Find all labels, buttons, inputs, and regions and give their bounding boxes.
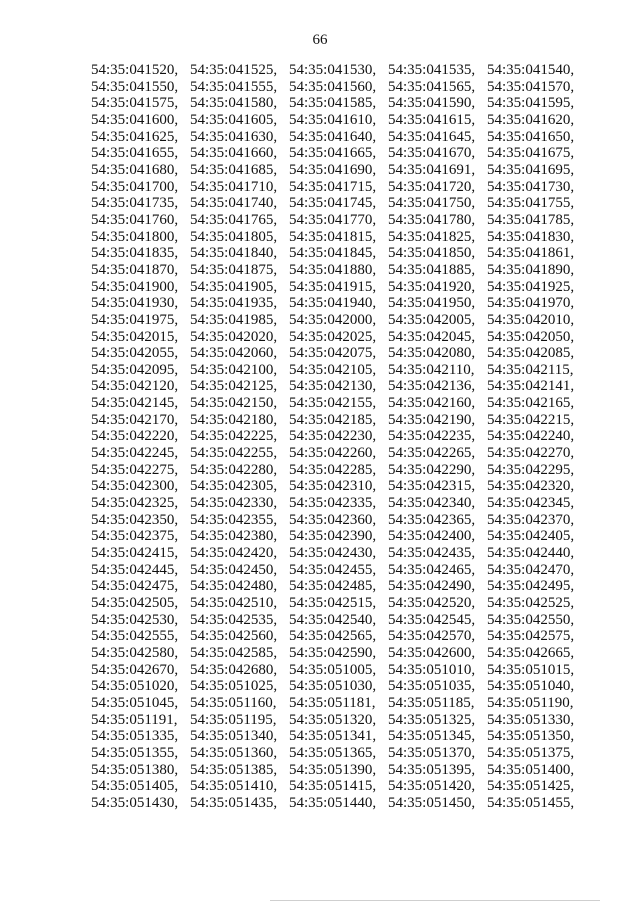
cadastral-number: 54:35:042390, <box>289 528 377 545</box>
cadastral-number: 54:35:051360, <box>190 744 278 761</box>
cadastral-number: 54:35:051410, <box>190 778 278 795</box>
cadastral-number: 54:35:042475, <box>91 578 179 595</box>
cadastral-number: 54:35:042525, <box>487 595 575 611</box>
cadastral-number: 54:35:041875, <box>190 261 278 278</box>
cadastral-number: 54:35:042235, <box>388 428 476 445</box>
cadastral-number: 54:35:051191, <box>91 711 178 728</box>
cadastral-number: 54:35:041710, <box>190 178 278 195</box>
cadastral-number: 54:35:042505, <box>91 595 179 611</box>
cadastral-number: 54:35:041600, <box>91 111 179 128</box>
cadastral-number: 54:35:042100, <box>190 361 278 378</box>
cadastral-number: 54:35:042575, <box>487 628 575 645</box>
cadastral-number: 54:35:042270, <box>487 445 575 462</box>
cadastral-number: 54:35:041730, <box>487 178 575 195</box>
cadastral-number: 54:35:051185, <box>388 694 475 711</box>
cadastral-number: 54:35:051365, <box>289 744 377 761</box>
cadastral-number: 54:35:042580, <box>91 644 179 661</box>
cadastral-number: 54:35:042305, <box>190 478 278 495</box>
cadastral-number: 54:35:042670, <box>91 661 179 678</box>
cadastral-number: 54:35:042665, <box>487 644 575 661</box>
cadastral-number: 54:35:051390, <box>289 761 377 778</box>
cadastral-number: 54:35:042080, <box>388 345 476 362</box>
cadastral-number: 54:35:041735, <box>91 195 179 212</box>
cadastral-number: 54:35:042075, <box>289 345 377 362</box>
cadastral-number: 54:35:041665, <box>289 145 377 162</box>
cadastral-number: 54:35:042220, <box>91 428 179 445</box>
cadastral-number: 54:35:042480, <box>190 578 278 595</box>
cadastral-number: 54:35:042520, <box>388 595 476 611</box>
cadastral-number: 54:35:042310, <box>289 478 377 495</box>
cadastral-number: 54:35:042345, <box>487 495 575 512</box>
cadastral-number: 54:35:042555, <box>91 628 179 645</box>
page-number: 66 <box>312 32 328 48</box>
cadastral-number: 54:35:042120, <box>91 378 179 395</box>
cadastral-number: 54:35:041690, <box>289 161 377 178</box>
cadastral-number: 54:35:042320, <box>487 478 575 495</box>
cadastral-number: 54:35:042350, <box>91 511 179 528</box>
cadastral-number: 54:35:042510, <box>190 595 278 611</box>
cadastral-number: 54:35:051450, <box>388 794 476 811</box>
cadastral-number: 54:35:041610, <box>289 111 377 128</box>
cadastral-number: 54:35:042230, <box>289 428 377 445</box>
cadastral-number: 54:35:041630, <box>190 128 278 145</box>
cadastral-number: 54:35:041605, <box>190 111 278 128</box>
cadastral-number: 54:35:041590, <box>388 95 476 112</box>
cadastral-number: 54:35:041691, <box>388 161 476 178</box>
cadastral-number: 54:35:041745, <box>289 195 377 212</box>
cadastral-number: 54:35:042680, <box>190 661 278 678</box>
cadastral-number: 54:35:042495, <box>487 578 575 595</box>
cadastral-number: 54:35:051160, <box>190 694 277 711</box>
cadastral-number: 54:35:051005, <box>289 661 377 678</box>
cadastral-number: 54:35:041615, <box>388 111 476 128</box>
cadastral-number: 54:35:051340, <box>190 728 278 745</box>
cadastral-number: 54:35:042560, <box>190 628 278 645</box>
cadastral-number: 54:35:041700, <box>91 178 179 195</box>
bottom-divider <box>270 900 600 901</box>
cadastral-number: 54:35:042095, <box>91 361 179 378</box>
cadastral-number: 54:35:042015, <box>91 328 179 345</box>
cadastral-number: 54:35:042485, <box>289 578 377 595</box>
cadastral-number: 54:35:042160, <box>388 395 476 412</box>
cadastral-number: 54:35:041815, <box>289 228 377 245</box>
cadastral-number: 54:35:041880, <box>289 261 377 278</box>
cadastral-number: 54:35:042215, <box>487 411 575 428</box>
cadastral-number: 54:35:051425, <box>487 778 575 795</box>
cadastral-number: 54:35:042445, <box>91 561 179 578</box>
cadastral-number: 54:35:042255, <box>190 445 278 462</box>
cadastral-number: 54:35:041640, <box>289 128 377 145</box>
cadastral-number: 54:35:051335, <box>91 728 179 745</box>
cadastral-number: 54:35:042025, <box>289 328 377 345</box>
cadastral-number: 54:35:041975, <box>91 311 179 328</box>
cadastral-number: 54:35:041861, <box>487 245 575 262</box>
cadastral-number: 54:35:042585, <box>190 644 278 661</box>
cadastral-number: 54:35:041565, <box>388 78 476 95</box>
cadastral-number: 54:35:042155, <box>289 395 377 412</box>
cadastral-number: 54:35:041800, <box>91 228 179 245</box>
cadastral-number: 54:35:042440, <box>487 545 575 562</box>
cadastral-number: 54:35:041575, <box>91 95 179 112</box>
cadastral-number: 54:35:041785, <box>487 211 575 228</box>
cadastral-number: 54:35:042130, <box>289 378 377 395</box>
cadastral-number: 54:35:051420, <box>388 778 476 795</box>
cadastral-number: 54:35:042545, <box>388 611 476 628</box>
cadastral-number: 54:35:042245, <box>91 445 179 462</box>
cadastral-number: 54:35:042535, <box>190 611 278 628</box>
cadastral-number: 54:35:042280, <box>190 461 278 478</box>
cadastral-number: 54:35:042435, <box>388 545 476 562</box>
cadastral-number: 54:35:042490, <box>388 578 476 595</box>
cadastral-number: 54:35:042000, <box>289 311 377 328</box>
cadastral-number: 54:35:041595, <box>487 95 575 112</box>
cadastral-number: 54:35:041830, <box>487 228 575 245</box>
cadastral-number: 54:35:041540, <box>487 62 575 78</box>
cadastral-number: 54:35:041715, <box>289 178 377 195</box>
cadastral-number: 54:35:041985, <box>190 311 278 328</box>
cadastral-number: 54:35:042550, <box>487 611 575 628</box>
cadastral-number: 54:35:042295, <box>487 461 575 478</box>
cadastral-number: 54:35:041550, <box>91 78 179 95</box>
cadastral-number: 54:35:051020, <box>91 678 179 695</box>
cadastral-number: 54:35:041670, <box>388 145 476 162</box>
cadastral-number: 54:35:041570, <box>487 78 575 95</box>
cadastral-number: 54:35:041650, <box>487 128 575 145</box>
cadastral-number: 54:35:041625, <box>91 128 179 145</box>
cadastral-number: 54:35:051435, <box>190 794 278 811</box>
cadastral-number: 54:35:042570, <box>388 628 476 645</box>
cadastral-number: 54:35:042050, <box>487 328 575 345</box>
cadastral-number: 54:35:041935, <box>190 295 278 312</box>
cadastral-number: 54:35:042380, <box>190 528 278 545</box>
cadastral-number: 54:35:042170, <box>91 411 179 428</box>
cadastral-number: 54:35:051330, <box>487 711 575 728</box>
cadastral-number: 54:35:042415, <box>91 545 179 562</box>
cadastral-number: 54:35:051341, <box>289 728 377 745</box>
cadastral-number: 54:35:051015, <box>487 661 575 678</box>
cadastral-number: 54:35:051350, <box>487 728 575 745</box>
cadastral-number: 54:35:041765, <box>190 211 278 228</box>
cadastral-number: 54:35:051181, <box>289 694 376 711</box>
cadastral-number: 54:35:051320, <box>289 711 377 728</box>
cadastral-number: 54:35:042355, <box>190 511 278 528</box>
cadastral-number: 54:35:042005, <box>388 311 476 328</box>
cadastral-number: 54:35:051030, <box>289 678 377 695</box>
cadastral-number: 54:35:041890, <box>487 261 575 278</box>
cadastral-number: 54:35:042225, <box>190 428 278 445</box>
cadastral-number: 54:35:051370, <box>388 744 476 761</box>
cadastral-number: 54:35:041930, <box>91 295 179 312</box>
cadastral-number: 54:35:042145, <box>91 395 179 412</box>
cadastral-number: 54:35:051385, <box>190 761 278 778</box>
cadastral-number: 54:35:042530, <box>91 611 179 628</box>
cadastral-number: 54:35:042045, <box>388 328 476 345</box>
cadastral-number: 54:35:051010, <box>388 661 476 678</box>
cadastral-number: 54:35:041755, <box>487 195 575 212</box>
cadastral-number: 54:35:051380, <box>91 761 179 778</box>
cadastral-number: 54:35:051400, <box>487 761 575 778</box>
cadastral-number: 54:35:041835, <box>91 245 179 262</box>
cadastral-number: 54:35:042115, <box>487 361 574 378</box>
cadastral-number: 54:35:041695, <box>487 161 575 178</box>
cadastral-number: 54:35:041760, <box>91 211 179 228</box>
cadastral-number: 54:35:041770, <box>289 211 377 228</box>
cadastral-number: 54:35:041870, <box>91 261 179 278</box>
cadastral-number: 54:35:041780, <box>388 211 476 228</box>
cadastral-number: 54:35:042375, <box>91 528 179 545</box>
cadastral-number: 54:35:042465, <box>388 561 476 578</box>
cadastral-number: 54:35:051345, <box>388 728 476 745</box>
cadastral-number: 54:35:041885, <box>388 261 476 278</box>
cadastral-number: 54:35:041905, <box>190 278 278 295</box>
cadastral-number: 54:35:051035, <box>388 678 476 695</box>
cadastral-number: 54:35:042455, <box>289 561 377 578</box>
cadastral-number: 54:35:041840, <box>190 245 278 262</box>
cadastral-number: 54:35:042020, <box>190 328 278 345</box>
cadastral-number: 54:35:042150, <box>190 395 278 412</box>
cadastral-number: 54:35:041845, <box>289 245 377 262</box>
cadastral-number: 54:35:041915, <box>289 278 377 295</box>
cadastral-number: 54:35:041805, <box>190 228 278 245</box>
cadastral-number: 54:35:042125, <box>190 378 278 395</box>
cadastral-number: 54:35:041620, <box>487 111 575 128</box>
cadastral-number: 54:35:041685, <box>190 161 278 178</box>
cadastral-number: 54:35:042335, <box>289 495 377 512</box>
cadastral-number: 54:35:042180, <box>190 411 278 428</box>
cadastral-number: 54:35:042365, <box>388 511 476 528</box>
cadastral-number: 54:35:041675, <box>487 145 575 162</box>
cadastral-number: 54:35:041825, <box>388 228 476 245</box>
cadastral-number: 54:35:042360, <box>289 511 377 528</box>
cadastral-number: 54:35:051415, <box>289 778 377 795</box>
cadastral-number: 54:35:041660, <box>190 145 278 162</box>
cadastral-number: 54:35:041655, <box>91 145 179 162</box>
cadastral-number: 54:35:042300, <box>91 478 179 495</box>
cadastral-number: 54:35:051375, <box>487 744 575 761</box>
cadastral-number: 54:35:041740, <box>190 195 278 212</box>
cadastral-number: 54:35:042470, <box>487 561 575 578</box>
cadastral-number: 54:35:041555, <box>190 78 278 95</box>
cadastral-number: 54:35:051440, <box>289 794 377 811</box>
cadastral-number: 54:35:042110, <box>388 361 475 378</box>
cadastral-number: 54:35:042185, <box>289 411 377 428</box>
cadastral-number: 54:35:041970, <box>487 295 575 312</box>
cadastral-number: 54:35:042060, <box>190 345 278 362</box>
cadastral-number: 54:35:042085, <box>487 345 575 362</box>
cadastral-number-grid <box>91 62 591 812</box>
cadastral-number: 54:35:051455, <box>487 794 575 811</box>
cadastral-number: 54:35:051395, <box>388 761 476 778</box>
cadastral-number: 54:35:051195, <box>190 711 277 728</box>
cadastral-number: 54:35:042141, <box>487 378 575 395</box>
cadastral-number: 54:35:042265, <box>388 445 476 462</box>
cadastral-number: 54:35:042450, <box>190 561 278 578</box>
cadastral-number: 54:35:051355, <box>91 744 179 761</box>
cadastral-number: 54:35:042515, <box>289 595 377 611</box>
cadastral-number: 54:35:042420, <box>190 545 278 562</box>
cadastral-number: 54:35:042590, <box>289 644 377 661</box>
cadastral-number: 54:35:041900, <box>91 278 179 295</box>
cadastral-number: 54:35:042400, <box>388 528 476 545</box>
cadastral-number: 54:35:042600, <box>388 644 476 661</box>
cadastral-number: 54:35:041530, <box>289 62 377 78</box>
cadastral-number: 54:35:041580, <box>190 95 278 112</box>
cadastral-number: 54:35:041720, <box>388 178 476 195</box>
cadastral-number: 54:35:042405, <box>487 528 575 545</box>
cadastral-number: 54:35:041520, <box>91 62 179 78</box>
cadastral-number: 54:35:042136, <box>388 378 476 395</box>
cadastral-number: 54:35:042190, <box>388 411 476 428</box>
cadastral-number: 54:35:042165, <box>487 395 575 412</box>
cadastral-number: 54:35:041920, <box>388 278 476 295</box>
cadastral-number: 54:35:041950, <box>388 295 476 312</box>
cadastral-number: 54:35:041535, <box>388 62 476 78</box>
cadastral-number: 54:35:051430, <box>91 794 179 811</box>
cadastral-number: 54:35:051040, <box>487 678 575 695</box>
cadastral-number: 54:35:042540, <box>289 611 377 628</box>
cadastral-number: 54:35:041560, <box>289 78 377 95</box>
cadastral-number: 54:35:042105, <box>289 361 377 378</box>
cadastral-number: 54:35:042330, <box>190 495 278 512</box>
cadastral-number: 54:35:042055, <box>91 345 179 362</box>
cadastral-number: 54:35:041525, <box>190 62 278 78</box>
cadastral-number: 54:35:041680, <box>91 161 179 178</box>
cadastral-number: 54:35:042565, <box>289 628 377 645</box>
cadastral-number: 54:35:042430, <box>289 545 377 562</box>
cadastral-number: 54:35:041940, <box>289 295 377 312</box>
cadastral-number: 54:35:051045, <box>91 694 179 711</box>
cadastral-number: 54:35:051325, <box>388 711 476 728</box>
cadastral-number: 54:35:051190, <box>487 694 574 711</box>
cadastral-number: 54:35:042370, <box>487 511 575 528</box>
cadastral-number: 54:35:051025, <box>190 678 278 695</box>
cadastral-number: 54:35:042340, <box>388 495 476 512</box>
cadastral-number: 54:35:042010, <box>487 311 575 328</box>
cadastral-number: 54:35:041925, <box>487 278 575 295</box>
cadastral-number: 54:35:042290, <box>388 461 476 478</box>
cadastral-number: 54:35:041850, <box>388 245 476 262</box>
cadastral-number: 54:35:042285, <box>289 461 377 478</box>
cadastral-number: 54:35:051405, <box>91 778 179 795</box>
cadastral-number: 54:35:041750, <box>388 195 476 212</box>
cadastral-number: 54:35:042260, <box>289 445 377 462</box>
cadastral-number: 54:35:042325, <box>91 495 179 512</box>
cadastral-number: 54:35:041585, <box>289 95 377 112</box>
cadastral-number: 54:35:042240, <box>487 428 575 445</box>
cadastral-number: 54:35:042275, <box>91 461 179 478</box>
cadastral-number: 54:35:041645, <box>388 128 476 145</box>
cadastral-number: 54:35:042315, <box>388 478 476 495</box>
